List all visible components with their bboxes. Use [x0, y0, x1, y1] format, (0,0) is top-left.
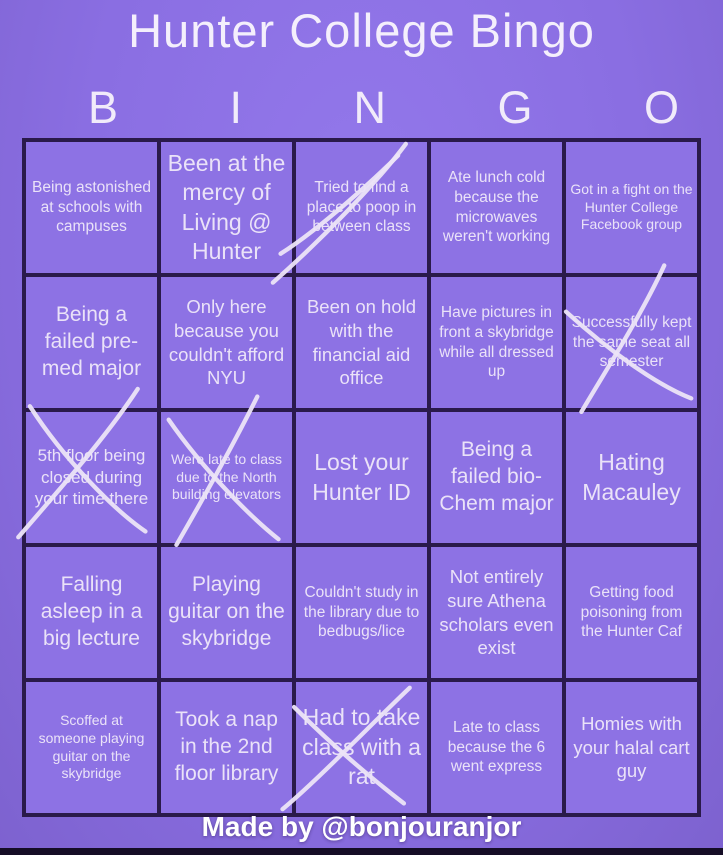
bingo-cell-label: Ate lunch cold because the microwaves weren't working: [442, 168, 551, 246]
bingo-cell-r4c1[interactable]: [24, 545, 159, 680]
bingo-cell-label: Falling asleep in a big lecture: [40, 573, 143, 650]
bingo-cell-r5c3[interactable]: [294, 680, 429, 815]
bingo-cell-label: Being astonished at schools with campuses: [32, 178, 151, 236]
bottom-bar: [0, 848, 723, 855]
bingo-cell-label: Scoffed at someone playing guitar on the skybridge: [38, 711, 145, 782]
bingo-cell-label: Were late to class due to the North building elevators: [170, 450, 282, 503]
bingo-cell-r3c3[interactable]: [294, 410, 429, 545]
bingo-cell-r4c2[interactable]: [159, 545, 294, 680]
bingo-cell-label: Being a failed bio- Chem major: [439, 438, 554, 515]
bingo-letters: [88, 82, 679, 133]
bingo-cell-label: Not entirely sure Athena scholars even exist: [439, 566, 554, 659]
bingo-cell-r5c1[interactable]: [24, 680, 159, 815]
bingo-cell-label: Couldn't study in the library due to bedbugs/lice: [303, 583, 420, 641]
bingo-cell-label: Been at the mercy of Living @ Hunter: [167, 149, 286, 264]
bingo-letter-i: I: [229, 82, 243, 133]
bingo-cell-r1c5[interactable]: [564, 140, 699, 275]
bingo-cell-r4c4[interactable]: [429, 545, 564, 680]
bingo-cell-label: Hating Macauley: [582, 449, 681, 505]
bingo-letter-b: B: [88, 82, 119, 133]
bingo-cell-label: Lost your Hunter ID: [312, 449, 411, 505]
bingo-cell-label: Have pictures in front a skybridge while all dressed up: [439, 303, 554, 381]
bingo-cell-label: 5th floor being closed during your time there: [34, 445, 149, 509]
bingo-cell-label: Playing guitar on the skybridge: [168, 573, 285, 650]
bingo-cell-r2c5[interactable]: [564, 275, 699, 410]
bingo-cell-label: Tried to find a place to poop in between class: [306, 178, 417, 236]
bingo-cell-label: Being a failed pre-med major: [41, 303, 142, 380]
credit-text: Made by @bonjouranjor: [201, 811, 522, 842]
bingo-cell-r4c5[interactable]: [564, 545, 699, 680]
bingo-cell-r2c2[interactable]: [159, 275, 294, 410]
bingo-cell-label: Getting food poisoning from the Hunter Caf: [580, 583, 683, 641]
bingo-cell-label: Only here because you couldn't afford NYU: [168, 296, 285, 389]
bingo-cell-r1c3[interactable]: [294, 140, 429, 275]
bingo-cell-label: Got in a fight on the Hunter College Facebook group: [570, 180, 693, 233]
bingo-cell-label: Homies with your halal cart guy: [573, 712, 690, 782]
bingo-cell-r3c4[interactable]: [429, 410, 564, 545]
bingo-cell-label: Late to class because the 6 went express: [447, 718, 546, 776]
bingo-cell-r4c3[interactable]: [294, 545, 429, 680]
bingo-cell-r3c2[interactable]: [159, 410, 294, 545]
bingo-cell-r3c1[interactable]: [24, 410, 159, 545]
bingo-letter-n: N: [353, 82, 386, 133]
bingo-cell-r1c1[interactable]: [24, 140, 159, 275]
bingo-cell-label: Successfully kept the same seat all semester: [571, 313, 692, 371]
bingo-letter-g: G: [497, 82, 533, 133]
bingo-cell-r5c2[interactable]: [159, 680, 294, 815]
bingo-grid: [22, 138, 701, 817]
bingo-cell-r2c4[interactable]: [429, 275, 564, 410]
bingo-cell-r5c5[interactable]: [564, 680, 699, 815]
bingo-cell-label: Took a nap in the 2nd floor library: [174, 708, 279, 785]
bingo-cell-r3c5[interactable]: [564, 410, 699, 545]
bingo-cell-r1c4[interactable]: [429, 140, 564, 275]
bingo-cell-r5c4[interactable]: [429, 680, 564, 815]
bingo-cell-label: Had to take class with a rat: [302, 704, 421, 790]
bingo-cell-r2c1[interactable]: [24, 275, 159, 410]
page-title: Hunter College Bingo: [128, 4, 595, 57]
bingo-cell-r1c2[interactable]: [159, 140, 294, 275]
bingo-cell-r2c3[interactable]: [294, 275, 429, 410]
bingo-letter-o: O: [643, 82, 679, 133]
bingo-cell-label: Been on hold with the financial aid office: [306, 296, 417, 389]
